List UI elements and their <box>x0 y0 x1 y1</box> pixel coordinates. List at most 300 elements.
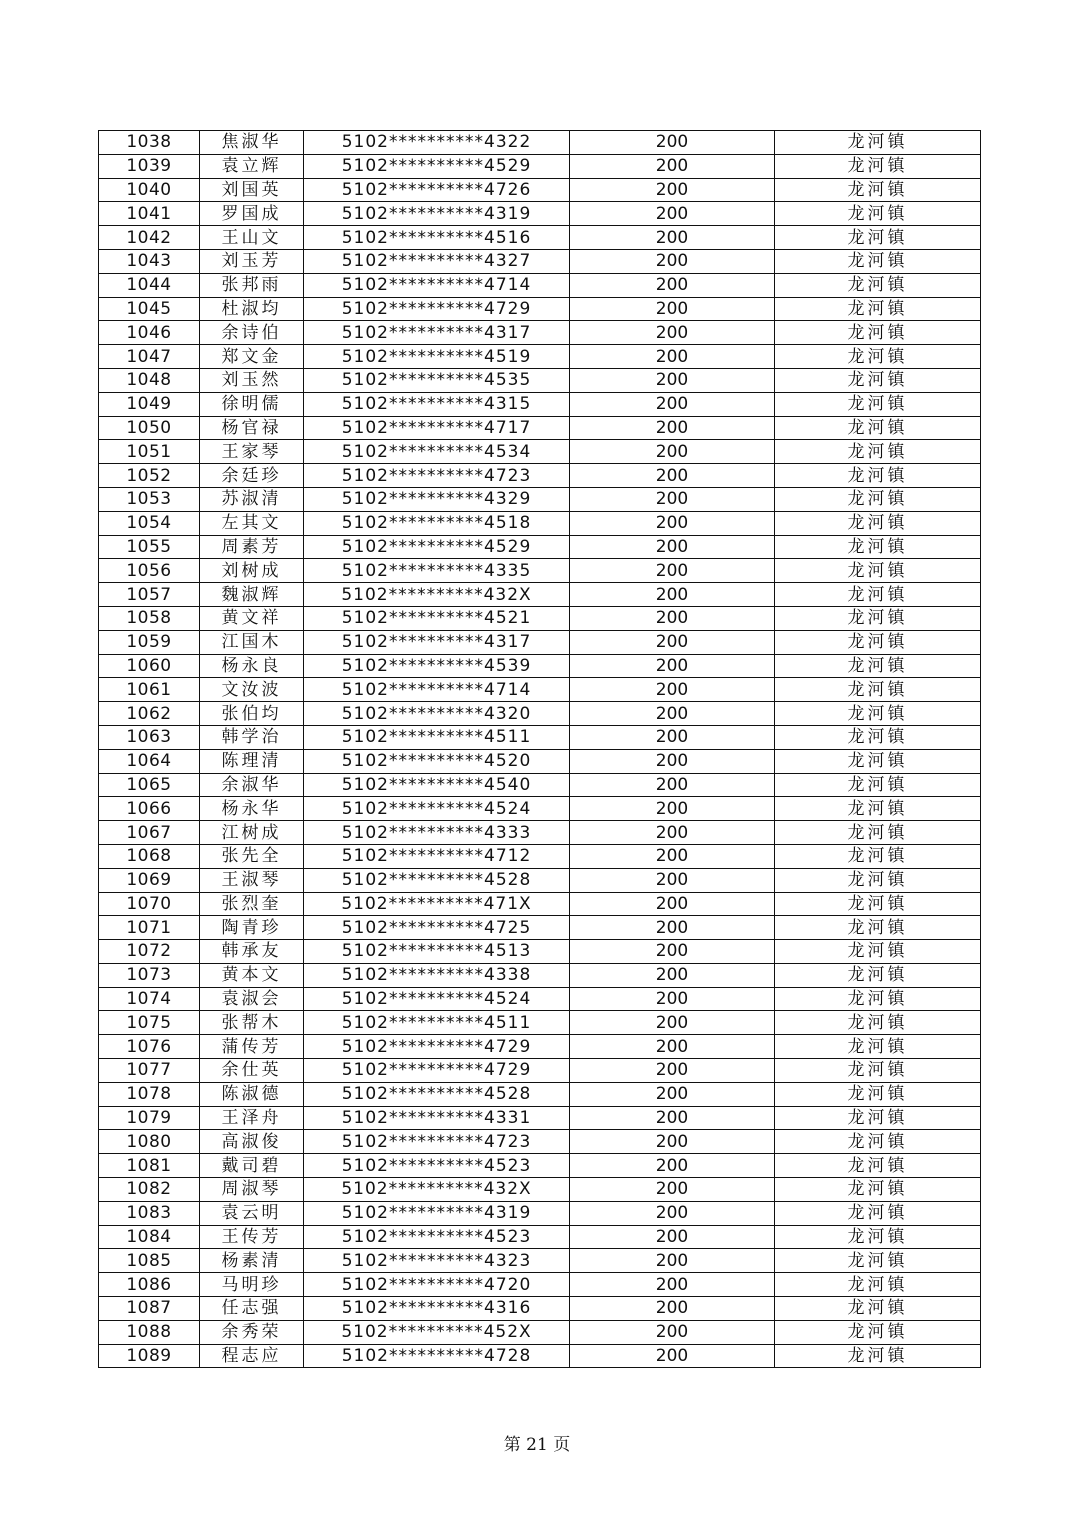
row-number-cell: 1052 <box>99 464 200 488</box>
table-row <box>99 1082 981 1106</box>
id-number-cell: 5102**********4335 <box>304 559 570 583</box>
row-number-cell: 1072 <box>99 940 200 964</box>
id-number-cell: 5102**********4323 <box>304 1249 570 1273</box>
amount-cell: 200 <box>570 1249 775 1273</box>
town-cell: 龙河镇 <box>775 202 981 226</box>
name-cell: 余淑华 <box>200 773 304 797</box>
id-number-cell: 5102**********432X <box>304 1178 570 1202</box>
row-number-cell: 1067 <box>99 821 200 845</box>
table-row <box>99 773 981 797</box>
amount-cell: 200 <box>570 131 775 155</box>
table-row <box>99 702 981 726</box>
town-cell: 龙河镇 <box>775 963 981 987</box>
town-cell: 龙河镇 <box>775 630 981 654</box>
id-number-cell: 5102**********4535 <box>304 368 570 392</box>
amount-cell: 200 <box>570 368 775 392</box>
table-row <box>99 345 981 369</box>
row-number-cell: 1062 <box>99 702 200 726</box>
table-row <box>99 725 981 749</box>
row-number-cell: 1046 <box>99 321 200 345</box>
table-row <box>99 583 981 607</box>
row-number-cell: 1048 <box>99 368 200 392</box>
id-number-cell: 5102**********4315 <box>304 392 570 416</box>
row-number-cell: 1068 <box>99 844 200 868</box>
name-cell: 张先全 <box>200 844 304 868</box>
amount-cell: 200 <box>570 916 775 940</box>
name-cell: 周素芳 <box>200 535 304 559</box>
id-number-cell: 5102**********4529 <box>304 154 570 178</box>
id-number-cell: 5102**********4720 <box>304 1273 570 1297</box>
name-cell: 文汝波 <box>200 678 304 702</box>
amount-cell: 200 <box>570 678 775 702</box>
name-cell: 江国木 <box>200 630 304 654</box>
name-cell: 刘玉芳 <box>200 249 304 273</box>
amount-cell: 200 <box>570 940 775 964</box>
amount-cell: 200 <box>570 440 775 464</box>
name-cell: 王泽舟 <box>200 1106 304 1130</box>
id-number-cell: 5102**********4511 <box>304 725 570 749</box>
id-number-cell: 5102**********4338 <box>304 963 570 987</box>
town-cell: 龙河镇 <box>775 940 981 964</box>
row-number-cell: 1074 <box>99 987 200 1011</box>
amount-cell: 200 <box>570 654 775 678</box>
id-number-cell: 5102**********4723 <box>304 1130 570 1154</box>
table-row <box>99 249 981 273</box>
table-row <box>99 606 981 630</box>
town-cell: 龙河镇 <box>775 1035 981 1059</box>
town-cell: 龙河镇 <box>775 1273 981 1297</box>
row-number-cell: 1054 <box>99 511 200 535</box>
row-number-cell: 1089 <box>99 1344 200 1368</box>
name-cell: 刘玉然 <box>200 368 304 392</box>
town-cell: 龙河镇 <box>775 345 981 369</box>
table-row <box>99 1320 981 1344</box>
row-number-cell: 1058 <box>99 606 200 630</box>
name-cell: 余廷珍 <box>200 464 304 488</box>
table-row <box>99 226 981 250</box>
amount-cell: 200 <box>570 749 775 773</box>
town-cell: 龙河镇 <box>775 1320 981 1344</box>
name-cell: 焦淑华 <box>200 131 304 155</box>
town-cell: 龙河镇 <box>775 1344 981 1368</box>
row-number-cell: 1066 <box>99 797 200 821</box>
amount-cell: 200 <box>570 297 775 321</box>
row-number-cell: 1041 <box>99 202 200 226</box>
table-row <box>99 987 981 1011</box>
name-cell: 程志应 <box>200 1344 304 1368</box>
table-row <box>99 844 981 868</box>
row-number-cell: 1044 <box>99 273 200 297</box>
amount-cell: 200 <box>570 987 775 1011</box>
row-number-cell: 1077 <box>99 1059 200 1083</box>
amount-cell: 200 <box>570 345 775 369</box>
name-cell: 江树成 <box>200 821 304 845</box>
town-cell: 龙河镇 <box>775 797 981 821</box>
table-row <box>99 1249 981 1273</box>
id-number-cell: 5102**********4319 <box>304 1201 570 1225</box>
row-number-cell: 1084 <box>99 1225 200 1249</box>
name-cell: 高淑俊 <box>200 1130 304 1154</box>
town-cell: 龙河镇 <box>775 535 981 559</box>
id-number-cell: 5102**********4529 <box>304 535 570 559</box>
row-number-cell: 1051 <box>99 440 200 464</box>
roster-table <box>98 130 981 1368</box>
table-row <box>99 821 981 845</box>
row-number-cell: 1086 <box>99 1273 200 1297</box>
row-number-cell: 1078 <box>99 1082 200 1106</box>
row-number-cell: 1085 <box>99 1249 200 1273</box>
name-cell: 韩承友 <box>200 940 304 964</box>
row-number-cell: 1038 <box>99 131 200 155</box>
id-number-cell: 5102**********4729 <box>304 297 570 321</box>
table-row <box>99 559 981 583</box>
amount-cell: 200 <box>570 1297 775 1321</box>
name-cell: 余仕英 <box>200 1059 304 1083</box>
id-number-cell: 5102**********4528 <box>304 1082 570 1106</box>
table-row <box>99 178 981 202</box>
name-cell: 陈淑德 <box>200 1082 304 1106</box>
name-cell: 刘国英 <box>200 178 304 202</box>
town-cell: 龙河镇 <box>775 1082 981 1106</box>
town-cell: 龙河镇 <box>775 392 981 416</box>
town-cell: 龙河镇 <box>775 821 981 845</box>
town-cell: 龙河镇 <box>775 1154 981 1178</box>
id-number-cell: 5102**********4518 <box>304 511 570 535</box>
name-cell: 苏淑清 <box>200 487 304 511</box>
row-number-cell: 1049 <box>99 392 200 416</box>
table-row <box>99 464 981 488</box>
name-cell: 杨永华 <box>200 797 304 821</box>
table-row <box>99 273 981 297</box>
town-cell: 龙河镇 <box>775 464 981 488</box>
row-number-cell: 1079 <box>99 1106 200 1130</box>
name-cell: 马明珍 <box>200 1273 304 1297</box>
amount-cell: 200 <box>570 511 775 535</box>
id-number-cell: 5102**********432X <box>304 583 570 607</box>
row-number-cell: 1064 <box>99 749 200 773</box>
table-row <box>99 1011 981 1035</box>
id-number-cell: 5102**********4534 <box>304 440 570 464</box>
row-number-cell: 1056 <box>99 559 200 583</box>
row-number-cell: 1042 <box>99 226 200 250</box>
id-number-cell: 5102**********4528 <box>304 868 570 892</box>
roster-table-body <box>99 131 981 1368</box>
amount-cell: 200 <box>570 202 775 226</box>
amount-cell: 200 <box>570 1201 775 1225</box>
row-number-cell: 1055 <box>99 535 200 559</box>
town-cell: 龙河镇 <box>775 368 981 392</box>
name-cell: 张邦雨 <box>200 273 304 297</box>
name-cell: 黄本文 <box>200 963 304 987</box>
name-cell: 刘树成 <box>200 559 304 583</box>
id-number-cell: 5102**********452X <box>304 1320 570 1344</box>
name-cell: 王传芳 <box>200 1225 304 1249</box>
name-cell: 黄文祥 <box>200 606 304 630</box>
amount-cell: 200 <box>570 1273 775 1297</box>
row-number-cell: 1082 <box>99 1178 200 1202</box>
table-row <box>99 321 981 345</box>
town-cell: 龙河镇 <box>775 154 981 178</box>
name-cell: 王家琴 <box>200 440 304 464</box>
town-cell: 龙河镇 <box>775 606 981 630</box>
id-number-cell: 5102**********4728 <box>304 1344 570 1368</box>
table-row <box>99 297 981 321</box>
amount-cell: 200 <box>570 963 775 987</box>
town-cell: 龙河镇 <box>775 273 981 297</box>
table-row <box>99 416 981 440</box>
id-number-cell: 5102**********4317 <box>304 321 570 345</box>
id-number-cell: 5102**********4725 <box>304 916 570 940</box>
amount-cell: 200 <box>570 392 775 416</box>
id-number-cell: 5102**********4516 <box>304 226 570 250</box>
id-number-cell: 5102**********4524 <box>304 987 570 1011</box>
town-cell: 龙河镇 <box>775 725 981 749</box>
amount-cell: 200 <box>570 1059 775 1083</box>
name-cell: 王山文 <box>200 226 304 250</box>
town-cell: 龙河镇 <box>775 1011 981 1035</box>
id-number-cell: 5102**********4714 <box>304 273 570 297</box>
town-cell: 龙河镇 <box>775 583 981 607</box>
table-row <box>99 131 981 155</box>
name-cell: 杜淑均 <box>200 297 304 321</box>
table-row <box>99 154 981 178</box>
row-number-cell: 1088 <box>99 1320 200 1344</box>
table-row <box>99 392 981 416</box>
name-cell: 余秀荣 <box>200 1320 304 1344</box>
table-row <box>99 963 981 987</box>
amount-cell: 200 <box>570 1082 775 1106</box>
id-number-cell: 5102**********4511 <box>304 1011 570 1035</box>
name-cell: 左其文 <box>200 511 304 535</box>
row-number-cell: 1073 <box>99 963 200 987</box>
table-row <box>99 1178 981 1202</box>
id-number-cell: 5102**********4317 <box>304 630 570 654</box>
town-cell: 龙河镇 <box>775 249 981 273</box>
row-number-cell: 1063 <box>99 725 200 749</box>
amount-cell: 200 <box>570 702 775 726</box>
table-row <box>99 1059 981 1083</box>
name-cell: 王淑琴 <box>200 868 304 892</box>
id-number-cell: 5102**********4714 <box>304 678 570 702</box>
table-row <box>99 535 981 559</box>
id-number-cell: 5102**********4513 <box>304 940 570 964</box>
town-cell: 龙河镇 <box>775 702 981 726</box>
name-cell: 任志强 <box>200 1297 304 1321</box>
row-number-cell: 1057 <box>99 583 200 607</box>
town-cell: 龙河镇 <box>775 131 981 155</box>
amount-cell: 200 <box>570 1225 775 1249</box>
table-row <box>99 368 981 392</box>
row-number-cell: 1045 <box>99 297 200 321</box>
row-number-cell: 1047 <box>99 345 200 369</box>
name-cell: 蒲传芳 <box>200 1035 304 1059</box>
name-cell: 陈理清 <box>200 749 304 773</box>
id-number-cell: 5102**********4712 <box>304 844 570 868</box>
name-cell: 张帮木 <box>200 1011 304 1035</box>
amount-cell: 200 <box>570 868 775 892</box>
table-row <box>99 487 981 511</box>
table-row <box>99 511 981 535</box>
town-cell: 龙河镇 <box>775 1130 981 1154</box>
id-number-cell: 5102**********4723 <box>304 464 570 488</box>
town-cell: 龙河镇 <box>775 487 981 511</box>
town-cell: 龙河镇 <box>775 916 981 940</box>
id-number-cell: 5102**********4319 <box>304 202 570 226</box>
town-cell: 龙河镇 <box>775 1178 981 1202</box>
town-cell: 龙河镇 <box>775 226 981 250</box>
amount-cell: 200 <box>570 1011 775 1035</box>
amount-cell: 200 <box>570 178 775 202</box>
id-number-cell: 5102**********4333 <box>304 821 570 845</box>
row-number-cell: 1071 <box>99 916 200 940</box>
amount-cell: 200 <box>570 797 775 821</box>
amount-cell: 200 <box>570 725 775 749</box>
town-cell: 龙河镇 <box>775 1059 981 1083</box>
town-cell: 龙河镇 <box>775 987 981 1011</box>
amount-cell: 200 <box>570 487 775 511</box>
id-number-cell: 5102**********4331 <box>304 1106 570 1130</box>
row-number-cell: 1039 <box>99 154 200 178</box>
name-cell: 余诗伯 <box>200 321 304 345</box>
amount-cell: 200 <box>570 559 775 583</box>
table-row <box>99 916 981 940</box>
table-row <box>99 678 981 702</box>
name-cell: 杨素清 <box>200 1249 304 1273</box>
name-cell: 袁云明 <box>200 1201 304 1225</box>
row-number-cell: 1065 <box>99 773 200 797</box>
amount-cell: 200 <box>570 606 775 630</box>
table-row <box>99 940 981 964</box>
name-cell: 徐明儒 <box>200 392 304 416</box>
row-number-cell: 1087 <box>99 1297 200 1321</box>
name-cell: 袁立辉 <box>200 154 304 178</box>
amount-cell: 200 <box>570 773 775 797</box>
name-cell: 周淑琴 <box>200 1178 304 1202</box>
town-cell: 龙河镇 <box>775 1225 981 1249</box>
town-cell: 龙河镇 <box>775 654 981 678</box>
id-number-cell: 5102**********4329 <box>304 487 570 511</box>
row-number-cell: 1060 <box>99 654 200 678</box>
amount-cell: 200 <box>570 273 775 297</box>
row-number-cell: 1061 <box>99 678 200 702</box>
table-row <box>99 1225 981 1249</box>
name-cell: 郑文金 <box>200 345 304 369</box>
name-cell: 罗国成 <box>200 202 304 226</box>
table-row <box>99 1130 981 1154</box>
page-number: 第 21 页 <box>503 1435 571 1455</box>
town-cell: 龙河镇 <box>775 868 981 892</box>
amount-cell: 200 <box>570 1178 775 1202</box>
table-row <box>99 1297 981 1321</box>
town-cell: 龙河镇 <box>775 511 981 535</box>
row-number-cell: 1069 <box>99 868 200 892</box>
id-number-cell: 5102**********4322 <box>304 131 570 155</box>
town-cell: 龙河镇 <box>775 1297 981 1321</box>
amount-cell: 200 <box>570 844 775 868</box>
id-number-cell: 5102**********4539 <box>304 654 570 678</box>
town-cell: 龙河镇 <box>775 892 981 916</box>
id-number-cell: 5102**********4523 <box>304 1225 570 1249</box>
row-number-cell: 1070 <box>99 892 200 916</box>
amount-cell: 200 <box>570 821 775 845</box>
id-number-cell: 5102**********4729 <box>304 1035 570 1059</box>
table-row <box>99 1344 981 1368</box>
town-cell: 龙河镇 <box>775 1249 981 1273</box>
row-number-cell: 1080 <box>99 1130 200 1154</box>
amount-cell: 200 <box>570 154 775 178</box>
row-number-cell: 1075 <box>99 1011 200 1035</box>
name-cell: 戴司碧 <box>200 1154 304 1178</box>
row-number-cell: 1053 <box>99 487 200 511</box>
amount-cell: 200 <box>570 892 775 916</box>
name-cell: 杨官禄 <box>200 416 304 440</box>
town-cell: 龙河镇 <box>775 844 981 868</box>
id-number-cell: 5102**********4519 <box>304 345 570 369</box>
table-row <box>99 1035 981 1059</box>
town-cell: 龙河镇 <box>775 1106 981 1130</box>
name-cell: 杨永良 <box>200 654 304 678</box>
row-number-cell: 1081 <box>99 1154 200 1178</box>
amount-cell: 200 <box>570 630 775 654</box>
amount-cell: 200 <box>570 321 775 345</box>
name-cell: 袁淑会 <box>200 987 304 1011</box>
table-row <box>99 797 981 821</box>
town-cell: 龙河镇 <box>775 416 981 440</box>
amount-cell: 200 <box>570 1320 775 1344</box>
amount-cell: 200 <box>570 1106 775 1130</box>
amount-cell: 200 <box>570 1130 775 1154</box>
row-number-cell: 1083 <box>99 1201 200 1225</box>
table-row <box>99 440 981 464</box>
table-row <box>99 202 981 226</box>
amount-cell: 200 <box>570 1344 775 1368</box>
id-number-cell: 5102**********4523 <box>304 1154 570 1178</box>
table-row <box>99 892 981 916</box>
table-row <box>99 749 981 773</box>
row-number-cell: 1043 <box>99 249 200 273</box>
amount-cell: 200 <box>570 1035 775 1059</box>
id-number-cell: 5102**********4520 <box>304 749 570 773</box>
row-number-cell: 1040 <box>99 178 200 202</box>
id-number-cell: 5102**********4316 <box>304 1297 570 1321</box>
row-number-cell: 1076 <box>99 1035 200 1059</box>
town-cell: 龙河镇 <box>775 773 981 797</box>
amount-cell: 200 <box>570 249 775 273</box>
name-cell: 张烈奎 <box>200 892 304 916</box>
name-cell: 魏淑辉 <box>200 583 304 607</box>
id-number-cell: 5102**********471X <box>304 892 570 916</box>
town-cell: 龙河镇 <box>775 1201 981 1225</box>
table-row <box>99 654 981 678</box>
amount-cell: 200 <box>570 226 775 250</box>
id-number-cell: 5102**********4717 <box>304 416 570 440</box>
table-row <box>99 1106 981 1130</box>
id-number-cell: 5102**********4524 <box>304 797 570 821</box>
table-row <box>99 868 981 892</box>
table-row <box>99 1273 981 1297</box>
town-cell: 龙河镇 <box>775 321 981 345</box>
id-number-cell: 5102**********4726 <box>304 178 570 202</box>
town-cell: 龙河镇 <box>775 559 981 583</box>
id-number-cell: 5102**********4729 <box>304 1059 570 1083</box>
name-cell: 陶青珍 <box>200 916 304 940</box>
row-number-cell: 1059 <box>99 630 200 654</box>
amount-cell: 200 <box>570 464 775 488</box>
town-cell: 龙河镇 <box>775 749 981 773</box>
amount-cell: 200 <box>570 535 775 559</box>
amount-cell: 200 <box>570 1154 775 1178</box>
town-cell: 龙河镇 <box>775 297 981 321</box>
